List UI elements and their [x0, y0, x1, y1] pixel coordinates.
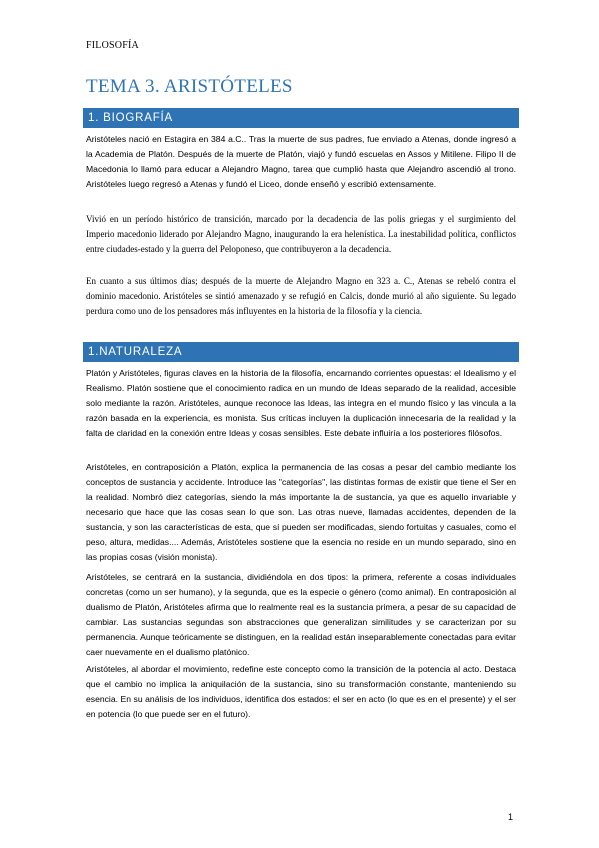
naturaleza-paragraph-2: Aristóteles, en contraposición a Platón, explica la permanencia de las cosas a pesar del cambio mediante los conceptos de sustancia y accidente. Introduce las "categorías", las distintas formas de existir que tiene el Ser en la realidad. Nombró diez categorías, siendo la más importante la de sustancia, ya que es aquello invariable y necesario que hace que las cosas sean lo que son. Las otras nueve, llamadas accidentes, dependen de la sustancia, y son las características de esta, que sí pueden ser modificadas, siendo fortuitas y casuales, como el peso, altura, medidas.... Además, Aristóteles sostiene que la esencia no reside en un mundo separado, sino en las propias cosas (visión monista). [86, 462, 516, 562]
page-title: TEMA 3. ARISTÓTELES [86, 76, 293, 97]
naturaleza-paragraph-3: Aristóteles, se centrará en la sustancia, dividiéndola en dos tipos: la primera, referente a cosas individuales concretas (como un ser humano), y la segunda, que es la especie o género (como animal). En contraposición al dualismo de Platón, Aristóteles afirma que lo realmente real es la sustancia primera, a pesar de su capacidad de cambiar. Las sustancias segundas son abstracciones que generalizan similitudes y se caracterizan por su permanencia. Aunque teóricamente se distinguen, en la realidad están inseparablemente conectadas para evitar caer nuevamente en el dualismo platónico. [86, 572, 516, 657]
biografia-paragraph-3: En cuanto a sus últimos días; después de la muerte de Alejandro Magno en 323 a. C., Atenas se rebeló contra el dominio macedonio. Aristóteles se sintió amenazado y se refugió en Calcis, donde murió al año siguiente. Su legado perdura como uno de los pensadores más influyentes en la historia de la filosofía y la ciencia. [86, 276, 516, 316]
page-number: 1 [508, 812, 514, 822]
naturaleza-paragraph-1: Platón y Aristóteles, figuras claves en la historia de la filosofía, encarnando corrientes opuestas: el Idealismo y el Realismo. Platón sostiene que el conocimiento radica en un mundo de Ideas separado de la realidad, accesible solo mediante la razón. Aristóteles, aunque reconoce las Ideas, las integra en el mundo físico y las vincula a la razón basada en la experiencia, es monista. Sus críticas incluyen la duplicación innecesaria de la realidad y la falta de claridad en la conexión entre Ideas y cosas sensibles. Este debate influiría a los posteriores filósofos. [86, 368, 516, 438]
naturaleza-paragraph-4: Aristóteles, al abordar el movimiento, redefine este concepto como la transición de la potencia al acto. Destaca que el cambio no implica la aniquilación de la sustancia, sino su transformación constante, manteniendo su esencia. En su análisis de los individuos, identifica dos estados: el ser en acto (lo que es en el presente) y el ser en potencia (lo que puede ser en el futuro). [86, 664, 516, 719]
biografia-paragraph-1: Aristóteles nació en Estagira en 384 a.C.. Tras la muerte de sus padres, fue enviado a Atenas, donde ingresó a la Academia de Platón. Después de la muerte de Platón, viajó y fundó escuelas en Assos y Mitilene. Filipo II de Macedonia lo llamó para educar a Alejandro Magno, tarea que cumplió hasta que Alejandro ascendió al trono. Aristóteles luego regresó a Atenas y fundó el Liceo, donde enseñó y escribió extensamente. [86, 134, 516, 189]
section-heading-naturaleza: 1.NATURALEZA [83, 342, 519, 362]
section-heading-biografia: 1. BIOGRAFÍA [83, 108, 519, 128]
biografia-paragraph-2: Vivió en un período histórico de transición, marcado por la decadencia de las polis griegas y el surgimiento del Imperio macedonio liderado por Alejandro Magno, inaugurando la era helenística. La inestabilidad política, conflictos entre ciudades-estado y la guerra del Peloponeso, que contribuyeron a la decadencia. [86, 214, 516, 254]
header-subject: FILOSOFÍA [86, 40, 139, 51]
